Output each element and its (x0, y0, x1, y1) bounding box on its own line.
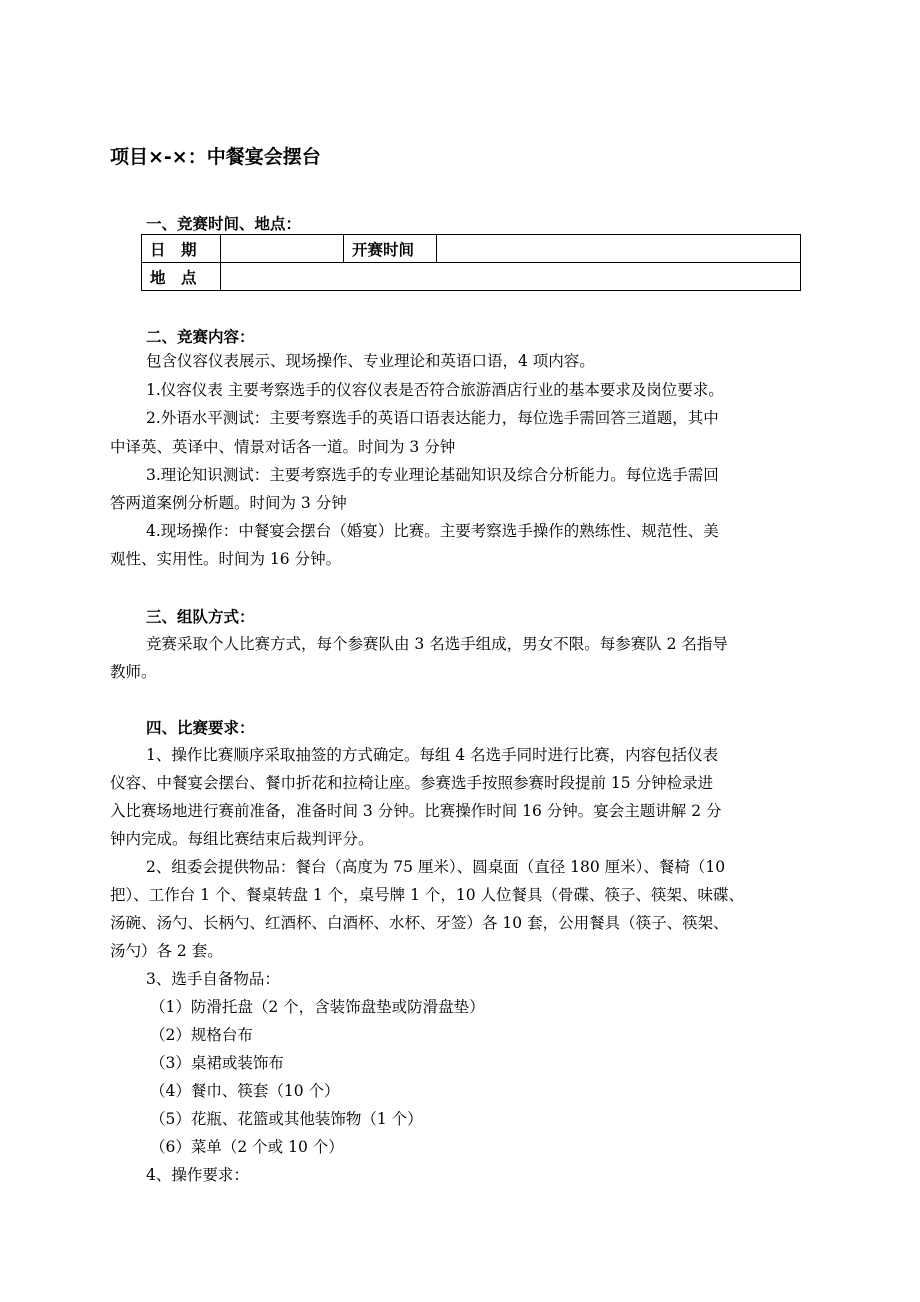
section-heading-team: 三、组队方式： (146, 608, 255, 626)
time-place-table (141, 234, 801, 291)
content-line: 3.理论知识测试：主要考察选手的专业理论基础知识及综合分析能力。每位选手需回 (146, 466, 719, 484)
document-title: 项目×-×：中餐宴会摆台 (110, 146, 321, 168)
content-line: 2、组委会提供物品：餐台（高度为 75 厘米）、圆桌面（直径 180 厘米）、餐椅（10 (146, 858, 726, 876)
content-line: 4、操作要求： (146, 1166, 249, 1184)
place-label: 地 点 (142, 263, 221, 291)
content-line: 把）、工作台 1 个、餐桌转盘 1 个，桌号牌 1 个，10 人位餐具（骨碟、筷子、筷架、味碟、 (110, 886, 745, 904)
list-item: （6）菜单（2 个或 10 个） (150, 1138, 344, 1156)
content-line: 汤碗、汤勺、长柄勺、红酒杯、白酒杯、水杯、牙签）各 10 套，公用餐具（筷子、筷架、 (110, 914, 729, 932)
content-line: 2.外语水平测试：主要考察选手的英语口语表达能力，每位选手需回答三道题，其中 (146, 409, 719, 427)
start-time-value-cell (437, 235, 801, 263)
content-line: 1.仪容仪表 主要考察选手的仪容仪表是否符合旅游酒店行业的基本要求及岗位要求。 (146, 381, 724, 399)
list-item: （3）桌裙或装饰布 (150, 1054, 284, 1072)
content-line: 4.现场操作：中餐宴会摆台（婚宴）比赛。主要考察选手操作的熟练性、规范性、美 (146, 522, 719, 540)
place-value-cell (221, 263, 801, 291)
content-line: 包含仪容仪表展示、现场操作、专业理论和英语口语，4 项内容。 (146, 352, 595, 370)
date-value-cell (221, 235, 344, 263)
content-line: 1、操作比赛顺序采取抽签的方式确定。每组 4 名选手同时进行比赛，内容包括仪表 (146, 746, 719, 764)
section-heading-content: 二、竞赛内容： (146, 328, 255, 346)
content-line: 汤勺）各 2 套。 (110, 942, 223, 960)
date-label: 日 期 (142, 235, 221, 263)
content-line: 观性、实用性。时间为 16 分钟。 (110, 550, 342, 568)
table-row (142, 235, 801, 263)
section-heading-requirements: 四、比赛要求： (146, 719, 255, 737)
content-line: 3、选手自备物品： (146, 970, 280, 988)
content-line: 竞赛采取个人比赛方式，每个参赛队由 3 名选手组成，男女不限。每参赛队 2 名指导 (146, 635, 728, 653)
content-line: 教师。 (110, 663, 157, 681)
list-item: （4）餐巾、筷套（10 个） (150, 1082, 340, 1100)
section-heading-time-place: 一、竞赛时间、地点： (146, 215, 302, 233)
content-line: 仪容、中餐宴会摆台、餐巾折花和拉椅让座。参赛选手按照参赛时段提前 15 分钟检录进 (110, 774, 714, 792)
start-time-label: 开赛时间 (344, 235, 437, 263)
list-item: （1）防滑托盘（2 个，含装饰盘垫或防滑盘垫） (150, 998, 485, 1016)
content-line: 中译英、英译中、情景对话各一道。时间为 3 分钟 (110, 438, 456, 456)
content-line: 钟内完成。每组比赛结束后裁判评分。 (110, 830, 374, 848)
content-line: 答两道案例分析题。时间为 3 分钟 (110, 494, 347, 512)
list-item: （5）花瓶、花篮或其他装饰物（1 个） (150, 1110, 423, 1128)
list-item: （2）规格台布 (150, 1026, 253, 1044)
table-row (142, 263, 801, 291)
content-line: 入比赛场地进行赛前准备，准备时间 3 分钟。比赛操作时间 16 分钟。宴会主题讲解 2 分 (110, 802, 722, 820)
